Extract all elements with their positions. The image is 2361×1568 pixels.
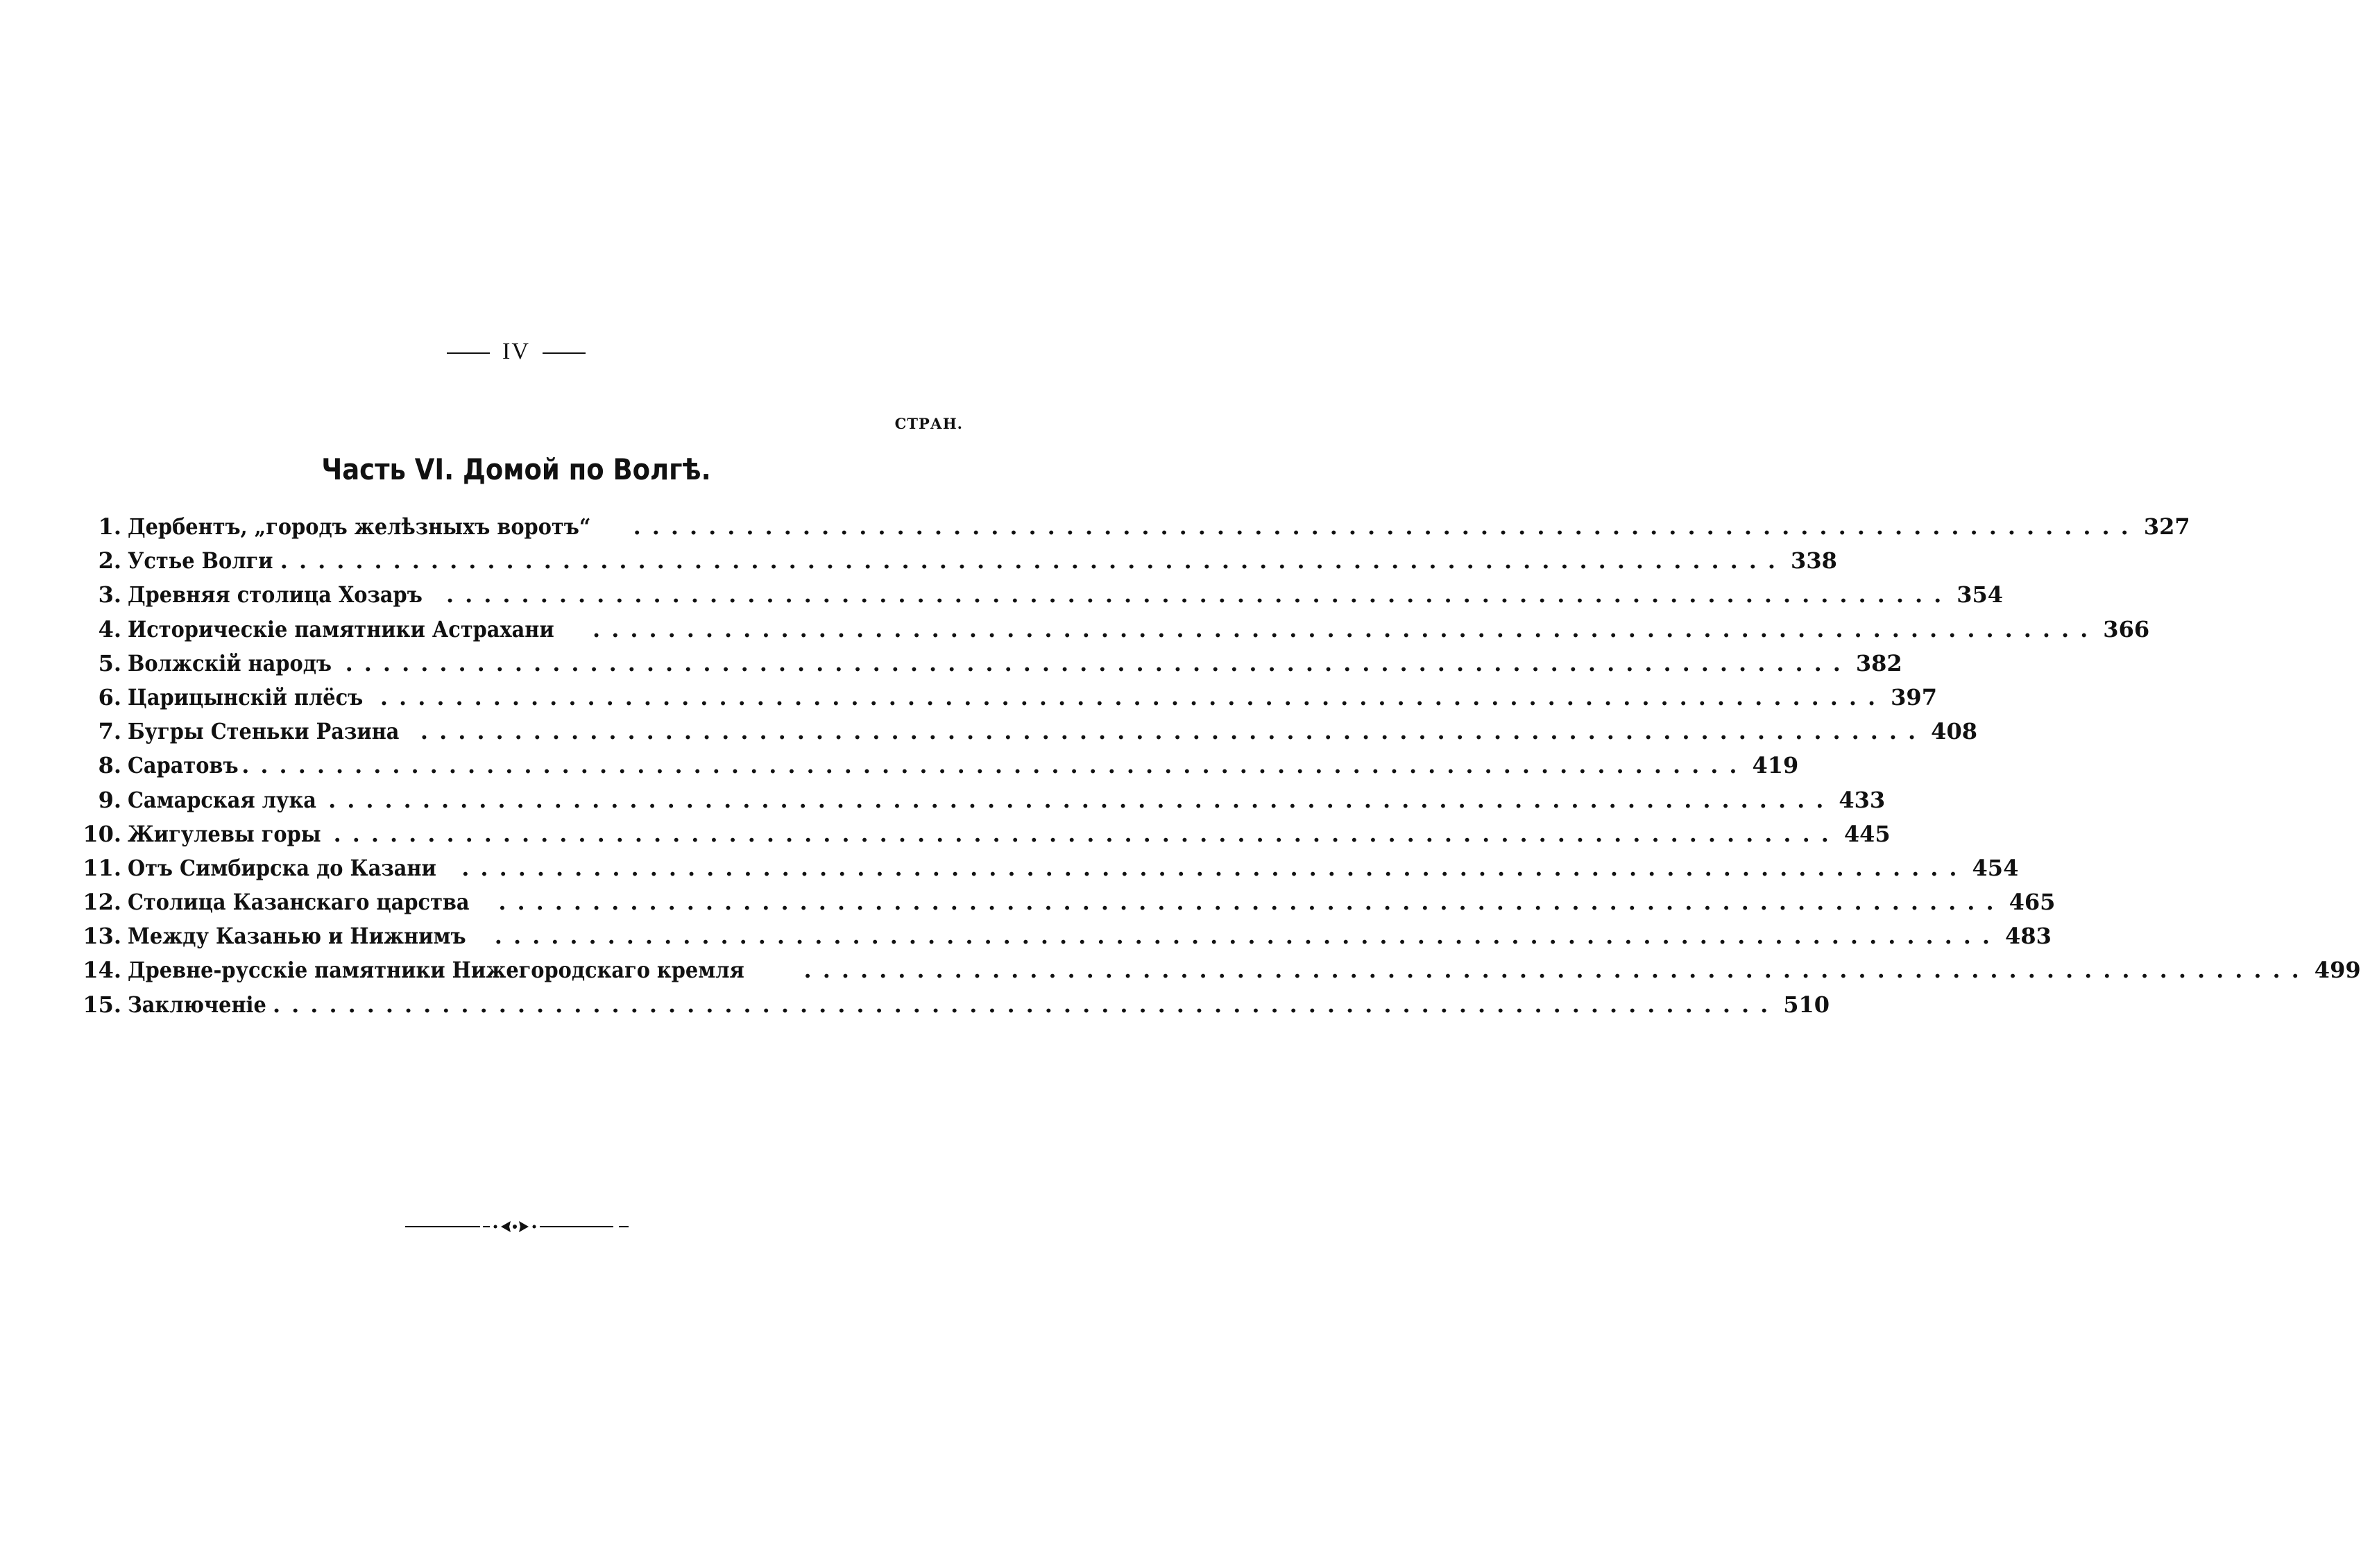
toc-entry-page: 454 xyxy=(1972,854,2019,881)
toc-entry xyxy=(66,544,1837,578)
toc-dot-leader: ................................................................................ xyxy=(803,957,2310,984)
toc-dot-leader: ................................................................................ xyxy=(445,581,1953,608)
dash-left xyxy=(447,352,490,354)
toc-entry-number: 8. xyxy=(98,752,121,779)
toc-entry-title: Волжскій народъ xyxy=(128,649,332,676)
part-title: Часть VI. Домой по Волгѣ. xyxy=(321,452,711,486)
toc-entry-page: 382 xyxy=(1855,649,1902,676)
toc-entry-title: Заключеніе xyxy=(128,991,266,1018)
toc-entry-title: Древняя столица Хозаръ xyxy=(128,581,423,608)
page-number-text: IV xyxy=(502,339,530,364)
toc-entry-page: 397 xyxy=(1891,683,1937,710)
column-header: СТРАН. xyxy=(894,415,963,432)
toc-entry xyxy=(66,613,2150,647)
toc-dot-leader: ................................................................................ xyxy=(593,615,2099,642)
toc-entry xyxy=(66,919,2052,953)
toc-entry-page: 327 xyxy=(2143,513,2190,540)
toc-dot-leader: ................................................................................ xyxy=(461,854,1968,881)
toc-dot-leader: ................................................................................ xyxy=(280,547,1787,574)
toc-entry xyxy=(66,749,1799,783)
toc-entry-title: Древне-русскіе памятники Нижегородскаго кремля xyxy=(128,957,744,984)
toc-entry-page: 366 xyxy=(2103,615,2150,642)
toc-entry-page: 433 xyxy=(1839,786,1886,813)
toc-entry xyxy=(66,988,1830,1022)
toc-entry-title: Бугры Стеньки Разина xyxy=(128,718,400,745)
toc-entry-number: 6. xyxy=(98,683,121,710)
toc-dot-leader: ................................................................................ xyxy=(333,820,1840,847)
toc-entry-page: 483 xyxy=(2005,923,2052,950)
toc-entry-page: 419 xyxy=(1752,752,1799,779)
toc-entry-number: 15. xyxy=(83,991,121,1018)
toc-dot-leader: ................................................................................ xyxy=(494,923,2002,950)
dash-right xyxy=(543,352,586,354)
toc-entry xyxy=(66,851,2019,885)
toc-entry-title: Столица Казанскаго царства xyxy=(128,889,470,916)
toc-entry xyxy=(66,510,2190,544)
toc-entry-number: 12. xyxy=(83,889,121,916)
toc-entry-number: 2. xyxy=(98,547,121,574)
page-number xyxy=(0,339,1032,365)
toc-entry-number: 4. xyxy=(98,615,121,642)
toc-entry-page: 499 xyxy=(2314,957,2361,984)
toc-entry xyxy=(66,783,1886,817)
toc-entry xyxy=(66,647,1902,681)
toc-entry-title: Царицынскій плёсъ xyxy=(128,683,364,710)
toc-entry-number: 9. xyxy=(98,786,121,813)
toc-entry-title: Между Казанью и Нижнимъ xyxy=(128,923,466,950)
toc-entry-title: Саратовъ xyxy=(128,752,239,779)
toc-entry-number: 7. xyxy=(98,718,121,745)
toc-dot-leader: ................................................................................ xyxy=(328,786,1835,813)
ornamental-rule-icon xyxy=(405,1218,634,1235)
toc-entry-number: 1. xyxy=(98,513,121,540)
toc-dot-leader: ................................................................................ xyxy=(345,649,1852,676)
toc-entry xyxy=(66,953,2361,987)
toc-entry-title: Историческіе памятники Астрахани xyxy=(128,615,554,642)
table-of-contents xyxy=(66,510,2361,1022)
toc-dot-leader: ................................................................................ xyxy=(420,718,1927,745)
toc-entry xyxy=(66,715,1977,749)
toc-entry xyxy=(66,578,2004,612)
toc-entry-page: 354 xyxy=(1957,581,2004,608)
toc-entry-title: Отъ Симбирска до Казани xyxy=(128,854,436,881)
toc-entry-number: 13. xyxy=(83,923,121,950)
toc-entry-title: Дербентъ, „городъ желѣзныхъ воротъ“ xyxy=(128,513,591,540)
toc-entry-page: 408 xyxy=(1931,718,1977,745)
toc-dot-leader: ................................................................................ xyxy=(241,752,1748,779)
toc-dot-leader: ................................................................................ xyxy=(498,889,2005,916)
toc-entry-page: 445 xyxy=(1843,820,1891,847)
toc-entry-title: Самарская лука xyxy=(128,786,316,813)
toc-entry xyxy=(66,885,2056,919)
toc-entry-number: 3. xyxy=(98,581,121,608)
toc-dot-leader: ................................................................................ xyxy=(273,991,1780,1018)
toc-entry-title: Жигулевы горы xyxy=(128,820,321,847)
toc-dot-leader: ................................................................................ xyxy=(633,513,2140,540)
toc-dot-leader: ................................................................................ xyxy=(380,683,1887,710)
toc-entry-page: 510 xyxy=(1783,991,1830,1018)
toc-entry-number: 5. xyxy=(98,649,121,676)
toc-entry-page: 465 xyxy=(2009,889,2056,916)
toc-entry-title: Устье Волги xyxy=(128,547,273,574)
toc-entry-page: 338 xyxy=(1791,547,1837,574)
toc-entry-number: 14. xyxy=(83,957,121,984)
toc-entry xyxy=(66,817,1891,851)
toc-entry-number: 10. xyxy=(83,820,121,847)
toc-entry xyxy=(66,681,1937,715)
toc-entry-number: 11. xyxy=(83,854,121,881)
